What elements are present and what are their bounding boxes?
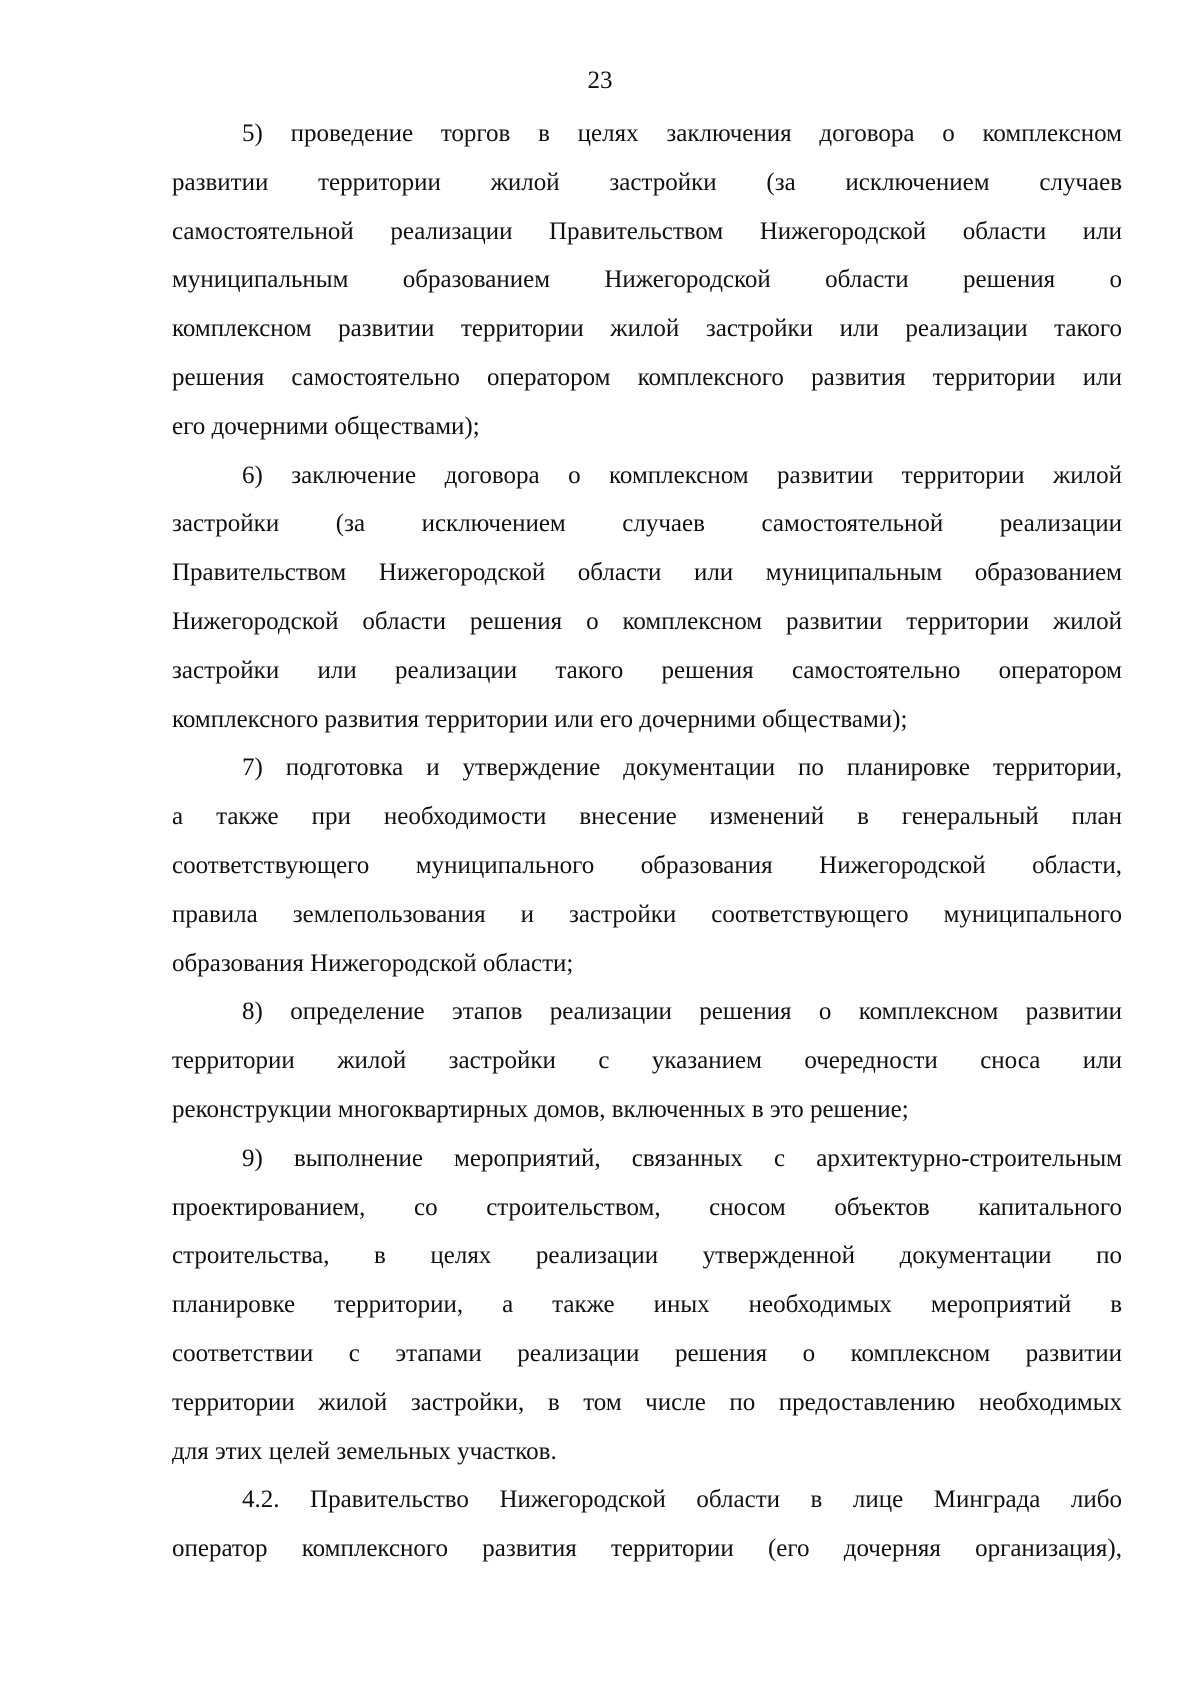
text-line: территории жилой застройки с указанием очередности сноса или: [172, 1047, 1122, 1075]
text-line: застройки (за исключением случаев самостоятельной реализации: [172, 510, 1122, 538]
text-line: 8) определение этапов реализации решения о комплексном развитии: [242, 998, 1122, 1026]
text-line: комплексном развитии территории жилой застройки или реализации такого: [172, 315, 1122, 343]
text-line: проектированием, со строительством, сносом объектов капитального: [172, 1193, 1122, 1221]
text-line: планировке территории, а также иных необходимых мероприятий в: [172, 1291, 1122, 1319]
text-line: для этих целей земельных участков.: [172, 1437, 557, 1465]
text-line: комплексного развития территории или его дочерними обществами);: [172, 705, 908, 733]
text-line: 4.2. Правительство Нижегородской области в лице Минграда либо: [242, 1486, 1122, 1514]
text-line: а также при необходимости внесение изменений в генеральный план: [172, 803, 1122, 831]
text-line: его дочерними обществами);: [172, 412, 480, 440]
text-line: 9) выполнение мероприятий, связанных с архитектурно-строительным: [242, 1144, 1122, 1172]
text-line: Нижегородской области решения о комплексном развитии территории жилой: [172, 607, 1122, 635]
text-line: образования Нижегородской области;: [172, 949, 574, 977]
text-line: развитии территории жилой застройки (за исключением случаев: [172, 168, 1122, 196]
paragraph-item-5: [172, 110, 1122, 452]
text-line: самостоятельной реализации Правительством Нижегородской области или: [172, 217, 1122, 245]
text-line: застройки или реализации такого решения самостоятельно оператором: [172, 656, 1122, 684]
text-line: 6) заключение договора о комплексном развитии территории жилой: [242, 461, 1122, 489]
text-line: соответствии с этапами реализации решения о комплексном развитии: [172, 1339, 1122, 1367]
text-line: муниципальным образованием Нижегородской области решения о: [172, 266, 1122, 294]
document-body: [172, 110, 1122, 1574]
text-line: Правительством Нижегородской области или муниципальным образованием: [172, 559, 1122, 587]
paragraph-section-4-2: [172, 1476, 1122, 1574]
paragraph-item-8: [172, 988, 1122, 1134]
text-line: 7) подготовка и утверждение документации по планировке территории,: [242, 754, 1122, 782]
text-line: реконструкции многоквартирных домов, включенных в это решение;: [172, 1095, 909, 1123]
text-line: правила землепользования и застройки соответствующего муниципального: [172, 900, 1122, 928]
text-line: оператор комплексного развития территории (его дочерняя организация),: [172, 1535, 1122, 1563]
paragraph-item-6: [172, 452, 1122, 745]
page-number: 23: [587, 67, 613, 94]
text-line: решения самостоятельно оператором комплексного развития территории или: [172, 363, 1122, 391]
text-line: 5) проведение торгов в целях заключения договора о комплексном: [242, 120, 1122, 147]
paragraph-item-7: [172, 744, 1122, 988]
text-line: территории жилой застройки, в том числе по предоставлению необходимых: [172, 1388, 1122, 1416]
paragraph-item-9: [172, 1135, 1122, 1477]
text-line: строительства, в целях реализации утвержденной документации по: [172, 1242, 1122, 1270]
text-line: соответствующего муниципального образования Нижегородской области,: [172, 851, 1122, 879]
